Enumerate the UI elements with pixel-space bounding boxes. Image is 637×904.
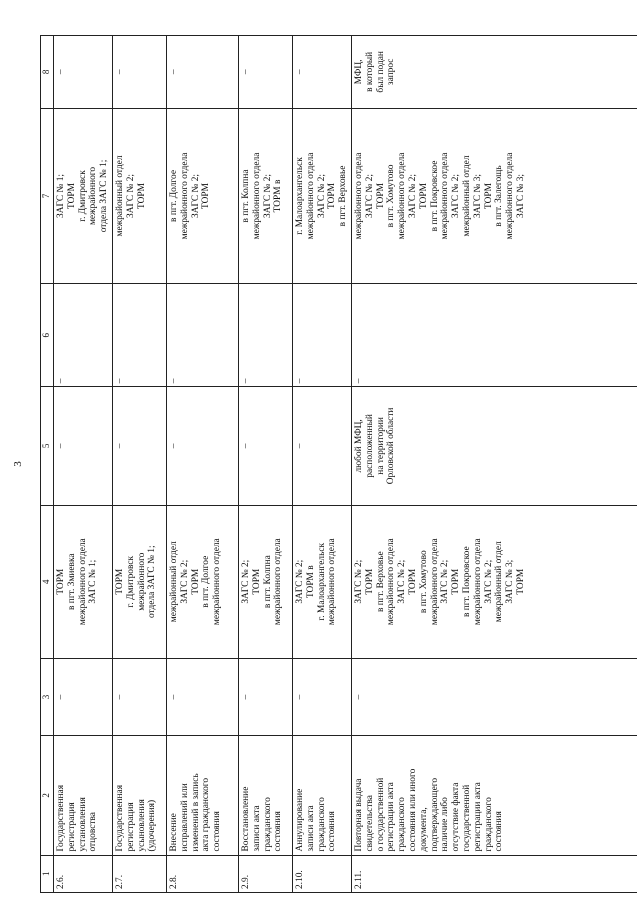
service-name-cell — [238, 736, 292, 855]
column-5-cell-text: – — [294, 443, 305, 449]
column-3-cell — [238, 658, 292, 735]
table-row — [112, 36, 166, 893]
row-number-cell-text: 2.11. — [353, 870, 364, 889]
column-5-cell — [238, 387, 292, 505]
column-4-cell — [112, 505, 166, 658]
column-8-cell — [292, 36, 351, 109]
services-table — [40, 35, 637, 893]
row-number-cell — [166, 855, 238, 892]
column-3-cell-text: – — [168, 694, 179, 700]
column-7-cell-text: в пгт. Долгое межрайонного отдела ЗАГС № 2; ТОРМ — [168, 152, 212, 240]
column-header: 6 — [41, 284, 54, 387]
column-8-cell-text: – — [114, 69, 125, 75]
column-6-cell — [166, 284, 238, 387]
service-name-cell — [166, 736, 238, 855]
column-5-cell-text: – — [114, 443, 125, 449]
column-6-cell-text: – — [56, 378, 66, 384]
column-header: 1 — [41, 855, 54, 892]
column-5-cell — [112, 387, 166, 505]
service-name-cell-text: Повторная выдача свидетельства о государственной регистрации акта гражданского состояния или иного документа, подтверждающего наличие либо отсутствие факта государственной регистрации акта гражданского состояния — [353, 768, 505, 852]
column-5-cell-text: – — [168, 443, 179, 449]
column-7-cell-text: г. Малоархангельск межрайонного отдела ЗАГС № 2; ТОРМ в пгт. Верховье — [294, 152, 349, 240]
column-4-cell-text: ЗАГС № 2; ТОРМ в пгт. Верховье межрайонного отдела ЗАГС № 2; ТОРМ в пгт. Хомутово межрайонного отдела ЗАГС № 2; ТОРМ в пгт. Покровское межрайонного отдела ЗАГС № 2; межрайонный отдел ЗАГС № 3; ТОРМ — [353, 538, 526, 626]
column-6-cell — [238, 284, 292, 387]
column-8-cell — [166, 36, 238, 109]
header-row — [41, 36, 54, 893]
page-number: 3 — [12, 461, 24, 467]
service-name-cell-text: Государственная регистрация установления отцовства — [56, 784, 99, 852]
column-5-cell — [54, 387, 113, 505]
row-number-cell — [54, 855, 113, 892]
column-4-cell — [54, 505, 113, 658]
column-6-cell — [54, 284, 113, 387]
column-3-cell-text: – — [56, 694, 66, 700]
column-4-cell — [238, 505, 292, 658]
column-header: 2 — [41, 736, 54, 855]
column-8-cell-text: – — [168, 69, 179, 75]
column-4-cell-text: ТОРМ г. Дмитровск межрайонного отдела ЗАГС № 1; — [114, 545, 158, 618]
column-3-cell-text: – — [114, 694, 125, 700]
column-8-cell-text: – — [240, 69, 251, 75]
column-7-cell-text: межрайонный отдел ЗАГС № 2; ТОРМ — [114, 155, 147, 237]
column-6-cell — [351, 284, 637, 387]
column-4-cell-text: межрайонный отдел ЗАГС № 2; ТОРМ в пгт. Долгое межрайонного отдела — [168, 538, 223, 626]
service-name-cell — [292, 736, 351, 855]
row-number-cell — [351, 855, 637, 892]
column-6-cell-text: – — [168, 378, 179, 384]
column-header: 4 — [41, 505, 54, 658]
table-row — [238, 36, 292, 893]
column-4-cell-text: ЗАГС № 2; ТОРМ в пгт. Колпна межрайонного отдела — [240, 538, 284, 626]
row-number-cell-text: 2.8. — [168, 874, 179, 889]
column-5-cell-text: – — [56, 443, 66, 449]
column-header: 3 — [41, 658, 54, 735]
row-number-cell — [292, 855, 351, 892]
column-3-cell — [351, 658, 637, 735]
column-4-cell — [166, 505, 238, 658]
service-name-cell — [54, 736, 113, 855]
column-5-cell-text: любой МФЦ, расположенный на территории Орловской области — [353, 407, 397, 485]
column-3-cell-text: – — [353, 694, 364, 700]
column-3-cell — [292, 658, 351, 735]
column-3-cell-text: – — [294, 694, 305, 700]
table-row — [351, 36, 637, 893]
row-number-cell — [112, 855, 166, 892]
column-6-cell-text: – — [294, 378, 305, 384]
column-7-cell — [351, 108, 637, 284]
column-3-cell — [166, 658, 238, 735]
service-name-cell-text: Восстановление записи акта гражданского состояния — [240, 786, 284, 852]
column-8-cell — [351, 36, 637, 109]
column-7-cell — [112, 108, 166, 284]
column-8-cell-text: – — [56, 69, 66, 75]
table-row — [166, 36, 238, 893]
column-6-cell-text: – — [240, 378, 251, 384]
column-5-cell-text: – — [240, 443, 251, 449]
row-number-cell — [238, 855, 292, 892]
column-5-cell — [292, 387, 351, 505]
column-4-cell-text: ЗАГС № 2; ТОРМ в г. Малоархангельск межрайонного отдела — [294, 538, 338, 626]
table-body — [54, 36, 637, 893]
column-4-cell — [351, 505, 637, 658]
column-8-cell-text: МФЦ, в который был подан запрос — [353, 51, 397, 93]
column-7-cell-text: в пгт. Колпна межрайонного отдела ЗАГС № 2; ТОРМ в — [240, 152, 284, 240]
service-name-cell-text: Аннулирование записи акта гражданского состояния — [294, 788, 338, 852]
column-6-cell-text: – — [353, 378, 364, 384]
table-row — [292, 36, 351, 893]
table-row — [54, 36, 113, 893]
column-7-cell-text: ЗАГС № 1; ТОРМ г. Дмитровск межрайонного отдела ЗАГС № 1; — [56, 159, 110, 233]
column-header: 7 — [41, 108, 54, 284]
column-header: 8 — [41, 36, 54, 109]
column-7-cell — [292, 108, 351, 284]
column-6-cell — [292, 284, 351, 387]
service-name-cell — [112, 736, 166, 855]
service-name-cell — [351, 736, 637, 855]
column-6-cell — [112, 284, 166, 387]
column-3-cell-text: – — [240, 694, 251, 700]
column-8-cell-text: – — [294, 69, 305, 75]
row-number-cell-text: 2.10. — [294, 870, 305, 889]
column-7-cell-text: межрайонного отдела ЗАГС № 2; ТОРМ в пгт. Хомутово межрайонного отдела ЗАГС № 2; ТОРМ в пгт. Покровское межрайонного отдела ЗАГС № 2; межрайонный отдел ЗАГС № 3; ТОРМ в пгт. Залегощь межрайонного отдела ЗАГС № 3; — [353, 152, 526, 240]
column-5-cell — [166, 387, 238, 505]
service-name-cell-text: Государственная регистрация усыновления (удочерения) — [114, 784, 158, 852]
row-number-cell-text: 2.6. — [56, 874, 66, 889]
row-number-cell-text: 2.9. — [240, 874, 251, 889]
column-8-cell — [54, 36, 113, 109]
column-4-cell — [292, 505, 351, 658]
column-3-cell — [54, 658, 113, 735]
column-6-cell-text: – — [114, 378, 125, 384]
column-8-cell — [112, 36, 166, 109]
column-header: 5 — [41, 387, 54, 505]
column-5-cell — [351, 387, 637, 505]
column-8-cell — [238, 36, 292, 109]
rotated-landscape-page — [12, 35, 619, 893]
column-7-cell — [54, 108, 113, 284]
row-number-cell-text: 2.7. — [114, 874, 125, 889]
column-4-cell-text: ТОРМ в пгт. Змиевка межрайонного отдела ЗАГС № 1; — [56, 538, 99, 626]
service-name-cell-text: Внесение исправлений или изменений в запись акта гражданского состояния — [168, 773, 223, 852]
column-7-cell — [238, 108, 292, 284]
column-7-cell — [166, 108, 238, 284]
column-3-cell — [112, 658, 166, 735]
